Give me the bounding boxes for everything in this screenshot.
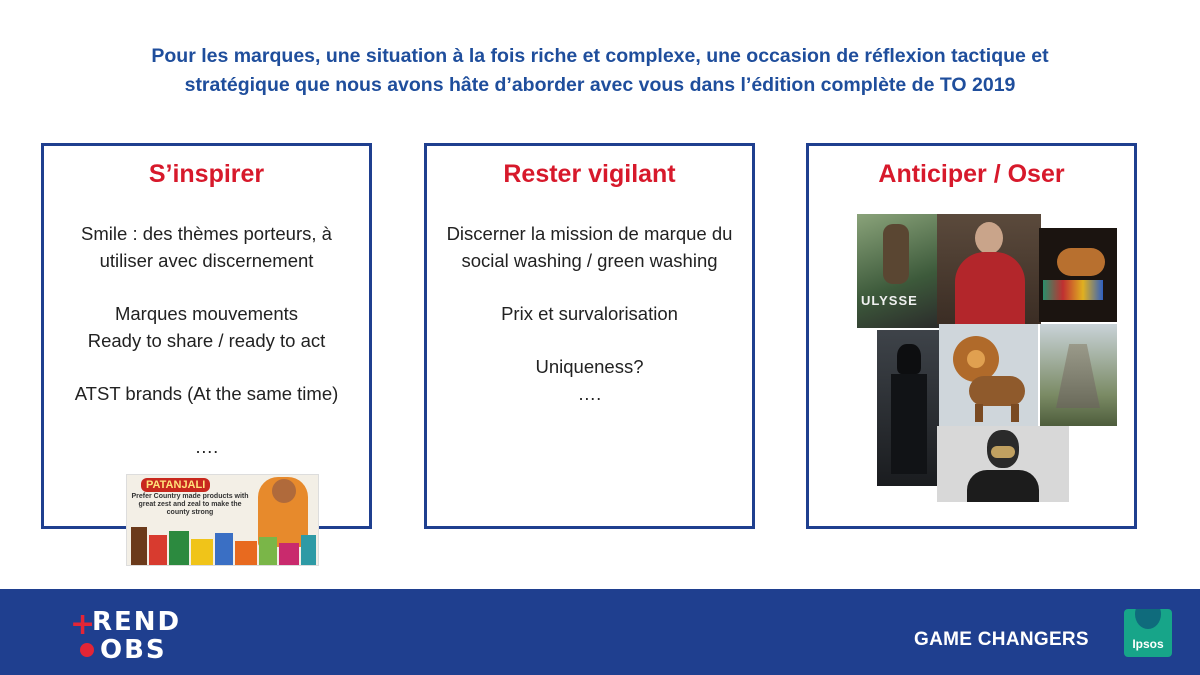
ipsos-logo-text: Ipsos <box>1132 637 1164 651</box>
card-line: Discerner la mission de marque du <box>446 223 733 244</box>
headline-line-1: Pour les marques, une situation à la fois riche et complexe, une occasion de réflexion tactique et <box>151 45 1049 67</box>
card-line: Smile : des thèmes porteurs, à <box>81 223 332 244</box>
person-head <box>272 479 296 503</box>
red-dot-icon <box>80 643 94 657</box>
card-line: ATST brands (At the same time) <box>74 383 339 404</box>
armored-figure-image <box>877 330 941 486</box>
mayan-temple-image <box>1040 324 1117 426</box>
plus-icon: + <box>70 607 96 642</box>
ipsos-logo <box>1124 609 1172 657</box>
dancer-hands-image <box>1039 228 1117 322</box>
card-title: Rester vigilant <box>503 160 676 188</box>
card-line: Uniqueness? <box>535 356 644 377</box>
ulysse-poster-image <box>857 214 939 328</box>
logo-line-2: OBS <box>100 635 167 665</box>
headline-line-2: stratégique que nous avons hâte d’aborder avec vous dans l’édition complète de TO 2019 <box>184 74 1016 96</box>
ipsos-logo-shape <box>1135 609 1161 629</box>
card-line: Ready to share / ready to act <box>87 330 326 351</box>
logo-line-1: REND <box>92 607 182 637</box>
card-line: Prix et survalorisation <box>501 303 678 324</box>
card-title: S’inspirer <box>148 160 265 188</box>
chimera-creature-image <box>939 324 1038 428</box>
card-line: Marques mouvements <box>114 303 299 324</box>
patanjali-caption: Prefer Country made products with great zest and zeal to make the county strong <box>131 493 249 516</box>
trend-obs-logo <box>70 605 200 665</box>
card-sinspirer <box>41 143 372 529</box>
card-rester-vigilant <box>424 143 755 529</box>
card-line: social washing / green washing <box>461 250 718 271</box>
card-line: utiliser avec discernement <box>99 250 314 271</box>
masked-woman-image <box>937 426 1069 502</box>
footer-bar <box>0 589 1200 675</box>
card-line: …. <box>194 436 219 457</box>
ulysse-title: ULYSSE <box>861 293 918 308</box>
card-line: …. <box>577 383 602 404</box>
card-body <box>427 220 752 407</box>
headline <box>60 42 1140 100</box>
game-changers-label: GAME CHANGERS <box>914 629 1089 650</box>
card-body <box>44 220 369 460</box>
cardinal-painting-image <box>937 214 1041 324</box>
products-row <box>127 519 318 565</box>
patanjali-brand: PATANJALI <box>141 478 210 492</box>
card-title: Anticiper / Oser <box>878 160 1065 188</box>
patanjali-ad-image <box>126 474 319 566</box>
